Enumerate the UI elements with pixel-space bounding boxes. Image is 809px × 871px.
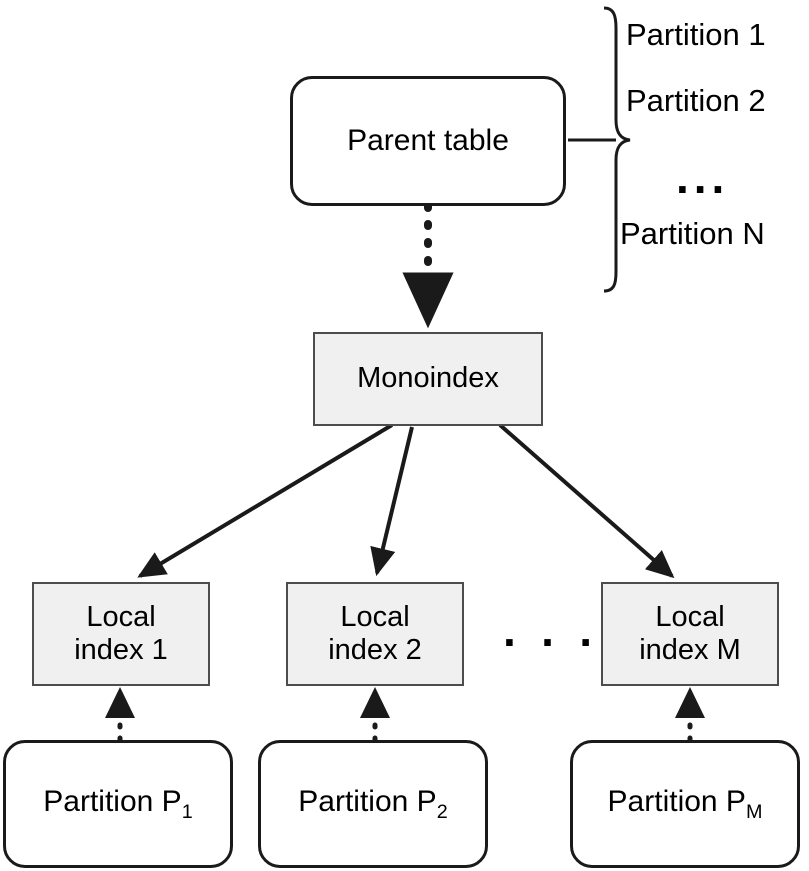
edge-monoindex-to-local-2 <box>377 427 412 573</box>
brace-item-partition-2: Partition 2 <box>626 83 766 118</box>
partition-p1-label <box>43 785 192 824</box>
local-index-ellipsis: · · · <box>503 616 600 668</box>
edge-monoindex-to-local-m <box>500 425 672 576</box>
brace-item-partition-n: Partition N <box>620 216 765 251</box>
partition-p2-name: Partition P <box>298 784 437 818</box>
local-index-m-node[interactable] <box>601 582 779 686</box>
partition-p1-name: Partition P <box>43 784 182 818</box>
brace-item-partition-1: Partition 1 <box>626 17 766 52</box>
partition-pm-subscript: M <box>745 800 763 823</box>
monoindex-node[interactable] <box>313 332 543 426</box>
local-index-m-label-line1: Local <box>655 600 725 633</box>
partition-p2-node[interactable] <box>258 740 488 868</box>
local-index-1-label-line2: index 1 <box>74 634 168 666</box>
parent-table-label: Parent table <box>347 123 509 157</box>
local-index-2-label-line1: Local <box>340 600 410 633</box>
local-index-1-node[interactable] <box>32 582 210 686</box>
edge-monoindex-to-local-1 <box>140 425 392 576</box>
partition-p1-node[interactable] <box>3 740 233 868</box>
local-index-m-label-line2: index M <box>639 634 741 666</box>
brace-item-ellipsis: ... <box>676 151 730 203</box>
local-index-2-node[interactable] <box>286 582 464 686</box>
partition-p2-subscript: 2 <box>436 800 448 823</box>
partition-p1-subscript: 1 <box>181 800 193 823</box>
partition-p2-label <box>298 785 447 824</box>
parent-table-node[interactable] <box>290 76 566 206</box>
monoindex-label: Monoindex <box>357 362 499 395</box>
partition-pm-name: Partition P <box>607 784 746 818</box>
local-index-2-label-line2: index 2 <box>328 634 422 666</box>
local-index-1-label-line1: Local <box>86 600 156 633</box>
partition-pm-label <box>608 785 763 824</box>
partition-pm-node[interactable] <box>570 740 800 868</box>
